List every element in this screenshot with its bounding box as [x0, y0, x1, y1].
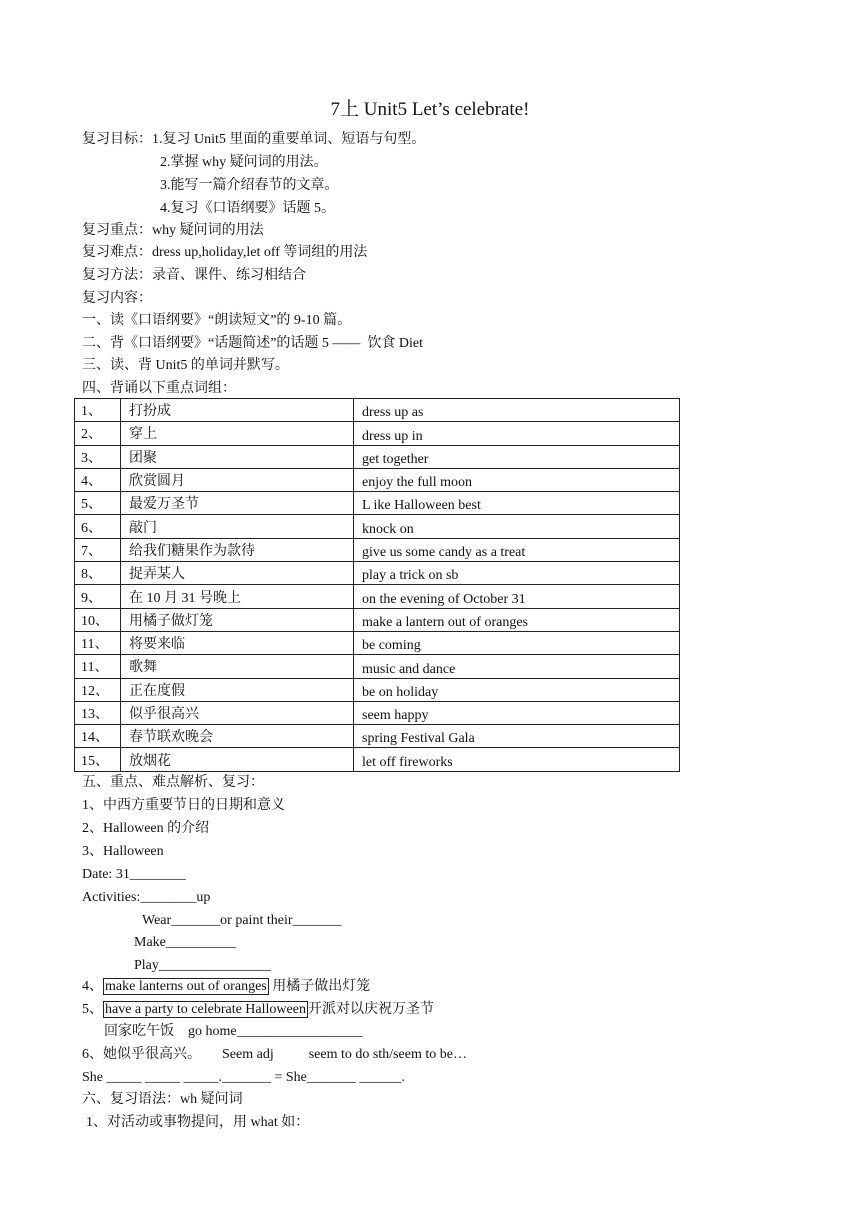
row-number: 2、: [75, 422, 121, 445]
english-phrase: play a trick on sb: [354, 562, 680, 585]
english-phrase: get together: [354, 445, 680, 468]
section-5-item-1: 1、中西方重要节日的日期和意义: [82, 798, 285, 813]
table-row: [75, 631, 680, 654]
go-home-line: 回家吃午饭 go home__________________: [104, 1024, 363, 1039]
chinese-phrase: 团聚: [121, 445, 354, 468]
english-phrase: dress up in: [354, 422, 680, 445]
chinese-phrase: 敲门: [121, 515, 354, 538]
row-number: 7、: [75, 538, 121, 561]
key-point: 复习重点：why 疑问词的用法: [82, 223, 264, 238]
chinese-phrase: 放烟花: [121, 748, 354, 771]
chinese-phrase: 正在度假: [121, 678, 354, 701]
section-6-item-1: 1、对活动或事物提问，用 what 如：: [86, 1115, 310, 1130]
row-number: 13、: [75, 701, 121, 724]
chinese-phrase: 用橘子做灯笼: [121, 608, 354, 631]
table-row: [75, 562, 680, 585]
chinese-phrase: 穿上: [121, 422, 354, 445]
english-phrase: knock on: [354, 515, 680, 538]
table-row: [75, 422, 680, 445]
row-number: 14、: [75, 725, 121, 748]
english-phrase: give us some candy as a treat: [354, 538, 680, 561]
chinese-phrase: 在 10 月 31 号晚上: [121, 585, 354, 608]
table-row: [75, 655, 680, 678]
method: 复习方法：录音、课件、练习相结合: [82, 268, 306, 283]
english-phrase: dress up as: [354, 399, 680, 422]
date-line: Date: 31________: [82, 867, 186, 882]
table-row: [75, 492, 680, 515]
item-6-line: 6、她似乎很高兴。 Seem adj seem to do sth/seem to be…: [82, 1047, 467, 1062]
wear-line: Wear_______or paint their_______: [142, 913, 342, 928]
item-4-line: [82, 978, 370, 996]
table-row: [75, 585, 680, 608]
she-line: She _____ _____ _____._______ = She_______ ______.: [82, 1070, 405, 1085]
chinese-phrase: 将要来临: [121, 631, 354, 654]
english-phrase: seem happy: [354, 701, 680, 724]
item-5-number: 5、: [82, 1002, 103, 1017]
row-number: 11、: [75, 631, 121, 654]
page-title: 7上 Unit5 Let’s celebrate!: [330, 99, 530, 120]
row-number: 8、: [75, 562, 121, 585]
english-phrase: spring Festival Gala: [354, 725, 680, 748]
table-row: [75, 399, 680, 422]
table-row: [75, 701, 680, 724]
table-row: [75, 608, 680, 631]
row-number: 3、: [75, 445, 121, 468]
row-number: 9、: [75, 585, 121, 608]
table-row: [75, 538, 680, 561]
row-number: 10、: [75, 608, 121, 631]
activities-line: Activities:________up: [82, 890, 211, 905]
play-line: Play________________: [134, 958, 271, 973]
item-5-boxed-phrase: have a party to celebrate Halloween: [105, 1002, 306, 1017]
make-line: Make__________: [134, 935, 236, 950]
section-5-item-2: 2、Halloween 的介绍: [82, 821, 210, 836]
content-label: 复习内容：: [82, 291, 152, 306]
row-number: 1、: [75, 399, 121, 422]
chinese-phrase: 歌舞: [121, 655, 354, 678]
row-number: 6、: [75, 515, 121, 538]
chinese-phrase: 捉弄某人: [121, 562, 354, 585]
row-number: 5、: [75, 492, 121, 515]
row-number: 12、: [75, 678, 121, 701]
table-row: [75, 678, 680, 701]
english-phrase: make a lantern out of oranges: [354, 608, 680, 631]
goal-item: 4.复习《口语纲要》话题 5。: [160, 201, 335, 216]
goals-label: 复习目标：: [82, 132, 152, 147]
table-row: [75, 445, 680, 468]
goals-line-1: [82, 131, 425, 149]
section-3: 三、读、背 Unit5 的单词并默写。: [82, 358, 289, 373]
english-phrase: let off fireworks: [354, 748, 680, 771]
table-row: [75, 725, 680, 748]
chinese-phrase: 最爱万圣节: [121, 492, 354, 515]
english-phrase: on the evening of October 31: [354, 585, 680, 608]
item-5-line: [82, 1001, 434, 1019]
chinese-phrase: 打扮成: [121, 399, 354, 422]
english-phrase: music and dance: [354, 655, 680, 678]
table-row: [75, 748, 680, 771]
section-2: 二、背《口语纲要》“话题简述”的话题 5 —— 饮食 Diet: [82, 336, 424, 351]
row-number: 11、: [75, 655, 121, 678]
chinese-phrase: 似乎很高兴: [121, 701, 354, 724]
table-row: [75, 515, 680, 538]
phrase-table: [74, 398, 680, 772]
item-4-number: 4、: [82, 979, 103, 994]
section-1: 一、读《口语纲要》“朗读短文”的 9-10 篇。: [82, 313, 352, 328]
difficulty: 复习难点：dress up,holiday,let off 等词组的用法: [82, 245, 368, 260]
english-phrase: enjoy the full moon: [354, 468, 680, 491]
english-phrase: be on holiday: [354, 678, 680, 701]
section-6: 六、复习语法：wh 疑问词: [82, 1092, 243, 1107]
goal-item: 3.能写一篇介绍春节的文章。: [160, 178, 339, 193]
section-5: 五、重点、难点解析、复习：: [82, 775, 264, 790]
english-phrase: L ike Halloween best: [354, 492, 680, 515]
goal-item: 1.复习 Unit5 里面的重要单词、短语与句型。: [152, 132, 426, 147]
chinese-phrase: 欣赏圆月: [121, 468, 354, 491]
item-5-chinese: 开派对以庆祝万圣节: [307, 1002, 434, 1017]
table-row: [75, 468, 680, 491]
section-5-item-3: 3、Halloween: [82, 844, 164, 859]
chinese-phrase: 春节联欢晚会: [121, 725, 354, 748]
row-number: 4、: [75, 468, 121, 491]
row-number: 15、: [75, 748, 121, 771]
english-phrase: be coming: [354, 631, 680, 654]
item-4-boxed-phrase: make lanterns out of oranges: [105, 979, 267, 994]
item-4-chinese: 用橘子做出灯笼: [268, 979, 371, 994]
goal-item: 2.掌握 why 疑问词的用法。: [160, 155, 328, 170]
chinese-phrase: 给我们糖果作为款待: [121, 538, 354, 561]
section-4: 四、背诵以下重点词组：: [82, 381, 236, 396]
